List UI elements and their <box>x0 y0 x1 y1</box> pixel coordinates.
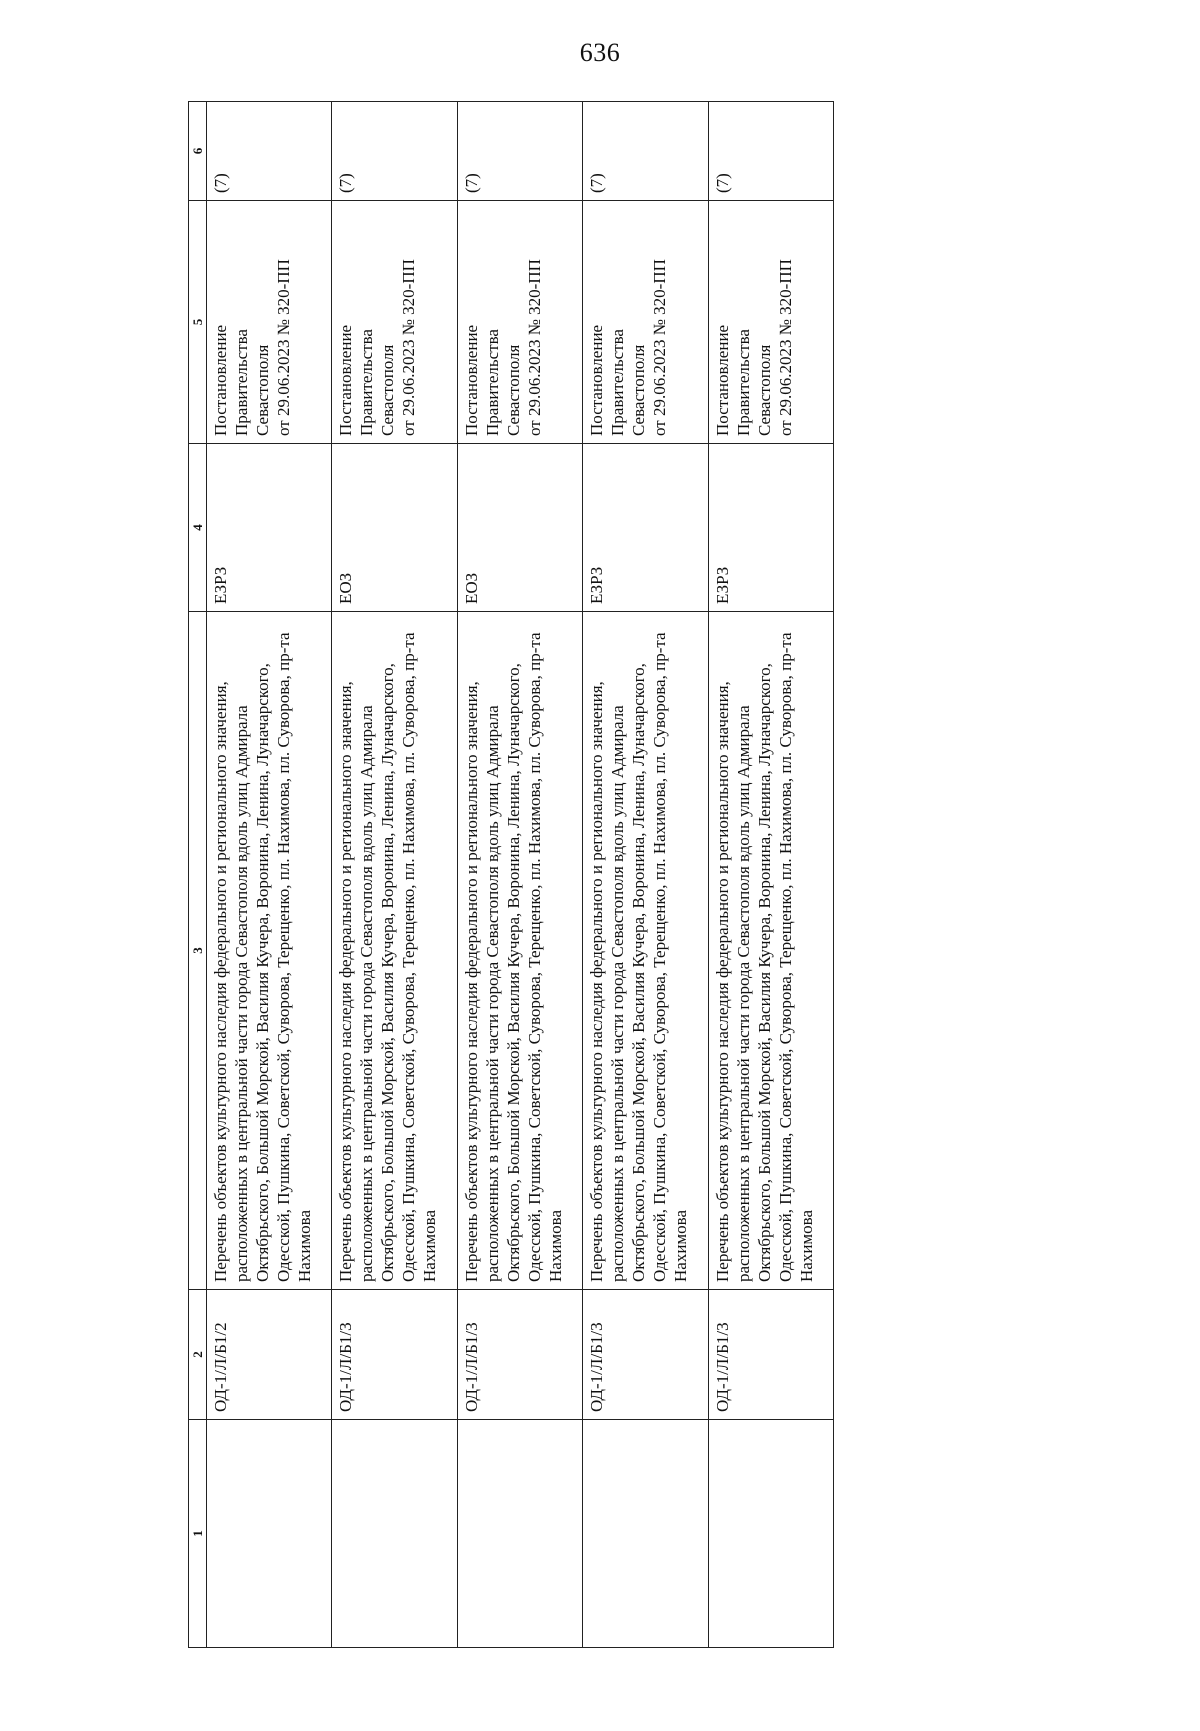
note-cell: (7) <box>708 102 833 201</box>
document-cell: Постановление Правительства Севастополя от 29.06.2023 № 320-ПП <box>207 201 332 444</box>
document-cell: Постановление Правительства Севастополя от 29.06.2023 № 320-ПП <box>457 201 582 444</box>
description-cell: Перечень объектов культурного наследия федерального и регионального значения, расположенных в центральной части города Севастополя вдоль улиц Адмирала Октябрьского, Большой Морской, Василия Кучера, Воронина, Ленина, Луначарского, Одесской, Пушкина, Советской, Суворова, Терещенко, пл. Нахимова, пл. Суворова, пр-та Нахимова <box>583 612 708 1290</box>
zone-code-cell: ОД-1/Л/Б1/3 <box>457 1290 582 1420</box>
description-cell: Перечень объектов культурного наследия федерального и регионального значения, расположенных в центральной части города Севастополя вдоль улиц Адмирала Октябрьского, Большой Морской, Василия Кучера, Воронина, Ленина, Луначарского, Одесской, Пушкина, Советской, Суворова, Терещенко, пл. Нахимова, пл. Суворова, пр-та Нахимова <box>207 612 332 1290</box>
row-number-cell <box>332 1420 457 1648</box>
table-header-row <box>189 102 207 1648</box>
zone-type-cell: ЕЗРЗ <box>207 444 332 612</box>
header-col-2: 2 <box>189 1290 207 1420</box>
header-col-6: 6 <box>189 102 207 201</box>
header-col-3: 3 <box>189 612 207 1290</box>
row-number-cell <box>207 1420 332 1648</box>
page-number: 636 <box>579 38 621 67</box>
table-row <box>332 102 457 1648</box>
zone-type-cell: ЕОЗ <box>332 444 457 612</box>
row-number-cell <box>457 1420 582 1648</box>
rotated-table-container <box>188 102 834 1648</box>
note-cell: (7) <box>583 102 708 201</box>
header-col-4: 4 <box>189 444 207 612</box>
zone-type-cell: ЕЗРЗ <box>583 444 708 612</box>
table-row <box>457 102 582 1648</box>
table-row <box>708 102 833 1648</box>
header-col-5: 5 <box>189 201 207 444</box>
zone-type-cell: ЕОЗ <box>457 444 582 612</box>
table-row <box>583 102 708 1648</box>
document-cell: Постановление Правительства Севастополя от 29.06.2023 № 320-ПП <box>708 201 833 444</box>
header-col-1: 1 <box>189 1420 207 1648</box>
row-number-cell <box>583 1420 708 1648</box>
zone-code-cell: ОД-1/Л/Б1/3 <box>583 1290 708 1420</box>
note-cell: (7) <box>207 102 332 201</box>
zone-type-cell: ЕЗРЗ <box>708 444 833 612</box>
document-cell: Постановление Правительства Севастополя от 29.06.2023 № 320-ПП <box>583 201 708 444</box>
table-row <box>207 102 332 1648</box>
description-cell: Перечень объектов культурного наследия федерального и регионального значения, расположенных в центральной части города Севастополя вдоль улиц Адмирала Октябрьского, Большой Морской, Василия Кучера, Воронина, Ленина, Луначарского, Одесской, Пушкина, Советской, Суворова, Терещенко, пл. Нахимова, пл. Суворова, пр-та Нахимова <box>457 612 582 1290</box>
note-cell: (7) <box>332 102 457 201</box>
zone-code-cell: ОД-1/Л/Б1/3 <box>332 1290 457 1420</box>
zone-code-cell: ОД-1/Л/Б1/3 <box>708 1290 833 1420</box>
description-cell: Перечень объектов культурного наследия федерального и регионального значения, расположенных в центральной части города Севастополя вдоль улиц Адмирала Октябрьского, Большой Морской, Василия Кучера, Воронина, Ленина, Луначарского, Одесской, Пушкина, Советской, Суворова, Терещенко, пл. Нахимова, пл. Суворова, пр-та Нахимова <box>708 612 833 1290</box>
row-number-cell <box>708 1420 833 1648</box>
description-cell: Перечень объектов культурного наследия федерального и регионального значения, расположенных в центральной части города Севастополя вдоль улиц Адмирала Октябрьского, Большой Морской, Василия Кучера, Воронина, Ленина, Луначарского, Одесской, Пушкина, Советской, Суворова, Терещенко, пл. Нахимова, пл. Суворова, пр-та Нахимова <box>332 612 457 1290</box>
document-cell: Постановление Правительства Севастополя от 29.06.2023 № 320-ПП <box>332 201 457 444</box>
note-cell: (7) <box>457 102 582 201</box>
zone-code-cell: ОД-1/Л/Б1/2 <box>207 1290 332 1420</box>
zones-table <box>188 101 834 1648</box>
